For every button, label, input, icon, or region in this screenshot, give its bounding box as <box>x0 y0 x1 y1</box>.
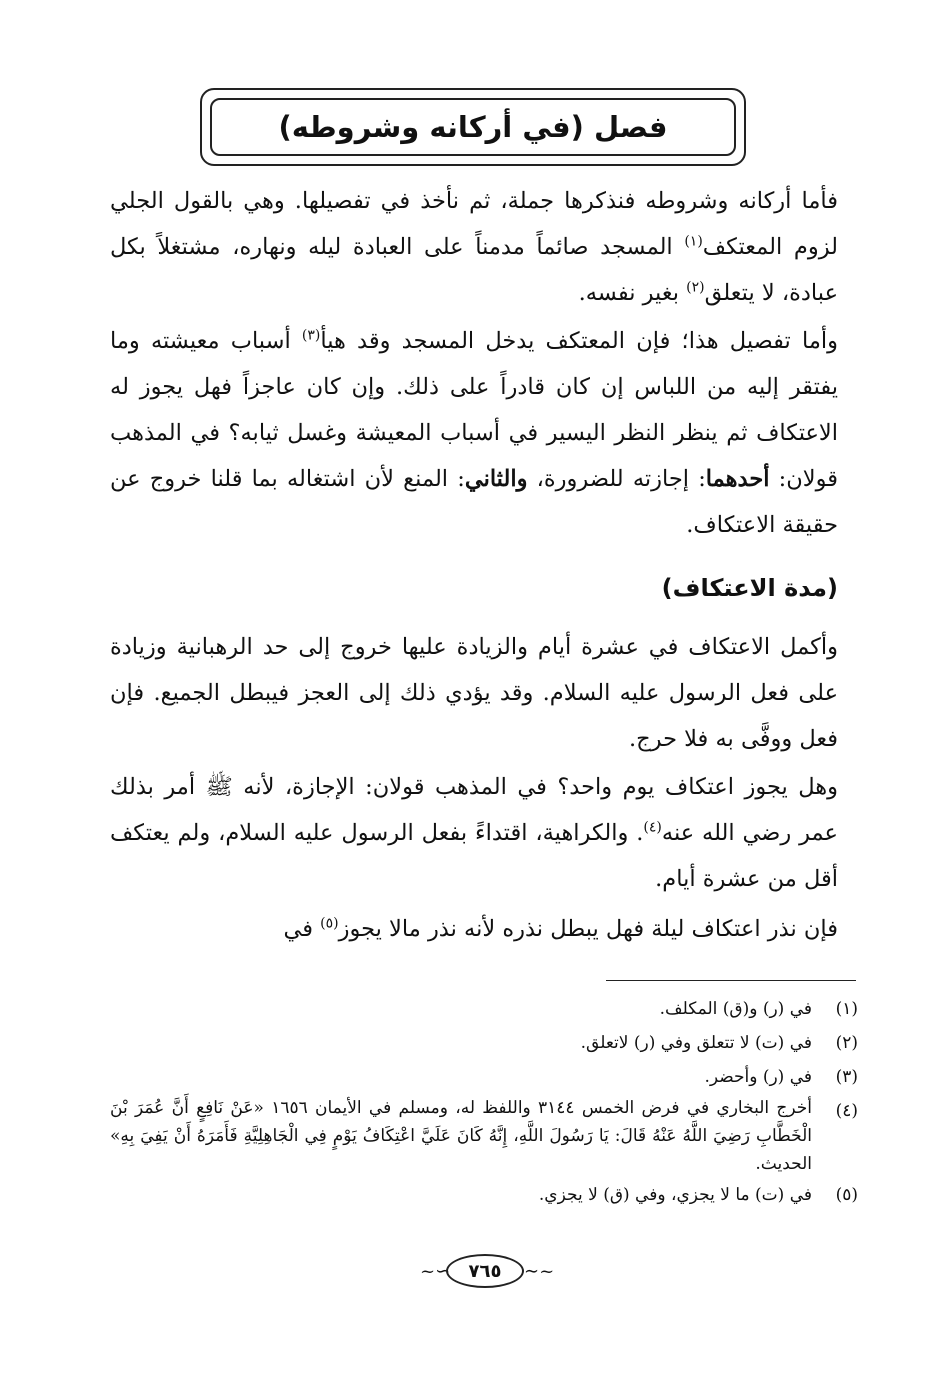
paragraph-2-part-d: : المنع لأن اشتغاله بما قلنا خروج عن حقيقة الاعتكاف. <box>110 466 838 538</box>
page-number: ٧٦٥ <box>446 1254 524 1288</box>
paragraph-2 <box>110 318 838 548</box>
paragraph-1-part-c: بغير نفسه. <box>578 280 687 306</box>
footnote-text: في (ر) و(ق) المكلف. <box>659 999 812 1019</box>
paragraph-4-part-a: وهل يجوز اعتكاف يوم واحد؟ في المذهب قولان: الإجازة، لأنه ﷺ أمر بذلك عمر رضي الله عنه <box>110 774 838 846</box>
footnote-3 <box>110 1060 858 1094</box>
paragraph-2-part-b: أسباب معيشته وما يفتقر إليه من اللباس إن كان قادراً على ذلك. وإن كان عاجزاً فهل يجوز له الاعتكاف ثم ينظر النظر اليسير في أسباب المعيشة وغسل ثيابه؟ في المذهب قولان: <box>110 328 838 492</box>
page-number-ornament <box>420 1252 555 1290</box>
first-opinion-label: أحدهما <box>705 466 770 492</box>
footnote-1 <box>110 992 858 1026</box>
footnote-number: (٢) <box>835 1033 858 1053</box>
footnote-text: في (ر) وأحضر. <box>704 1067 812 1087</box>
footnotes <box>110 992 858 1212</box>
paragraph-2-part-a: وأما تفصيل هذا؛ فإن المعتكف يدخل المسجد وقد هيأ <box>320 328 838 354</box>
chapter-title-frame <box>200 88 746 166</box>
paragraph-3 <box>110 624 838 762</box>
paragraph-1-part-b: المسجد صائماً مدمناً على العبادة ليله ونهاره، مشتغلاً بكل عبادة، لا يتعلق <box>110 234 838 306</box>
footnote-5 <box>110 1178 858 1212</box>
footnote-number: (٣) <box>835 1067 858 1087</box>
footnote-ref-5: (٥) <box>320 915 339 932</box>
footnote-number: (٤) <box>835 1101 858 1121</box>
paragraph-1 <box>110 178 838 316</box>
paragraph-4-part-b: . والكراهية، اقتداءً بفعل الرسول عليه السلام، ولم يعتكف أقل من عشرة أيام. <box>110 820 838 892</box>
footnote-number: (٥) <box>835 1185 858 1205</box>
footnote-ref-1: (١) <box>684 233 703 250</box>
footnote-ref-2: (٢) <box>686 279 705 296</box>
footnote-2 <box>110 1026 858 1060</box>
footnote-text: أخرج البخاري في فرض الخمس ٣١٤٤ واللفظ له، ومسلم في الأيمان ١٦٥٦ «عَنْ نَافِعٍ أَنَّ عُمَرَ بْنَ الْخَطَّابِ رَضِيَ اللَّهُ عَنْهُ قَالَ: يَا رَسُولَ اللَّهِ، إِنَّهُ كَانَ عَلَيَّ اعْتِكَافُ يَوْمٍ فِي الْجَاهِلِيَّةِ فَأَمَرَهُ أَنْ يَفِيَ بِهِ» الحديث. <box>110 1098 812 1174</box>
paragraph-2-part-c: : إجازته للضرورة، <box>527 466 706 492</box>
footnote-separator <box>606 980 856 981</box>
ornament-left-icon: ~∽ <box>420 1260 451 1282</box>
paragraph-5-part-b: في <box>283 916 321 942</box>
paragraph-1-part-a: فأما أركانه وشروطه فنذكرها جملة، ثم نأخذ في تفصيلها. وهي بالقول الجلي لزوم المعتكف <box>110 188 838 260</box>
footnote-text: في (ت) لا تتعلق وفي (ر) لاتعلق. <box>580 1033 812 1053</box>
section-heading: (مدة الاعتكاف) <box>661 574 838 602</box>
footnote-text: في (ت) ما لا يجزي، وفي (ق) لا يجزي. <box>538 1185 812 1205</box>
paragraph-5-part-a: فإن نذر اعتكاف ليلة فهل يبطل نذره لأنه نذر مالا يجوز <box>338 916 838 942</box>
paragraph-4 <box>110 764 838 902</box>
second-opinion-label: والثاني <box>464 466 528 492</box>
chapter-title-inner-frame <box>210 98 736 156</box>
footnote-ref-4: (٤) <box>643 819 662 836</box>
ornament-right-icon: ∼~ <box>524 1260 555 1282</box>
footnote-4 <box>110 1094 858 1178</box>
footnote-ref-3: (٣) <box>301 327 321 344</box>
footnote-number: (١) <box>835 999 858 1019</box>
paragraph-3-text: وأكمل الاعتكاف في عشرة أيام والزيادة عليها خروج إلى حد الرهبانية وزيادة على فعل الرسول عليه السلام. وقد يؤدي ذلك إلى العجز فيبطل الجميع. فإن فعل ووفَّى به فلا حرج. <box>110 634 838 752</box>
chapter-title: فصل (في أركانه وشروطه) <box>278 110 668 144</box>
paragraph-5 <box>110 906 838 952</box>
